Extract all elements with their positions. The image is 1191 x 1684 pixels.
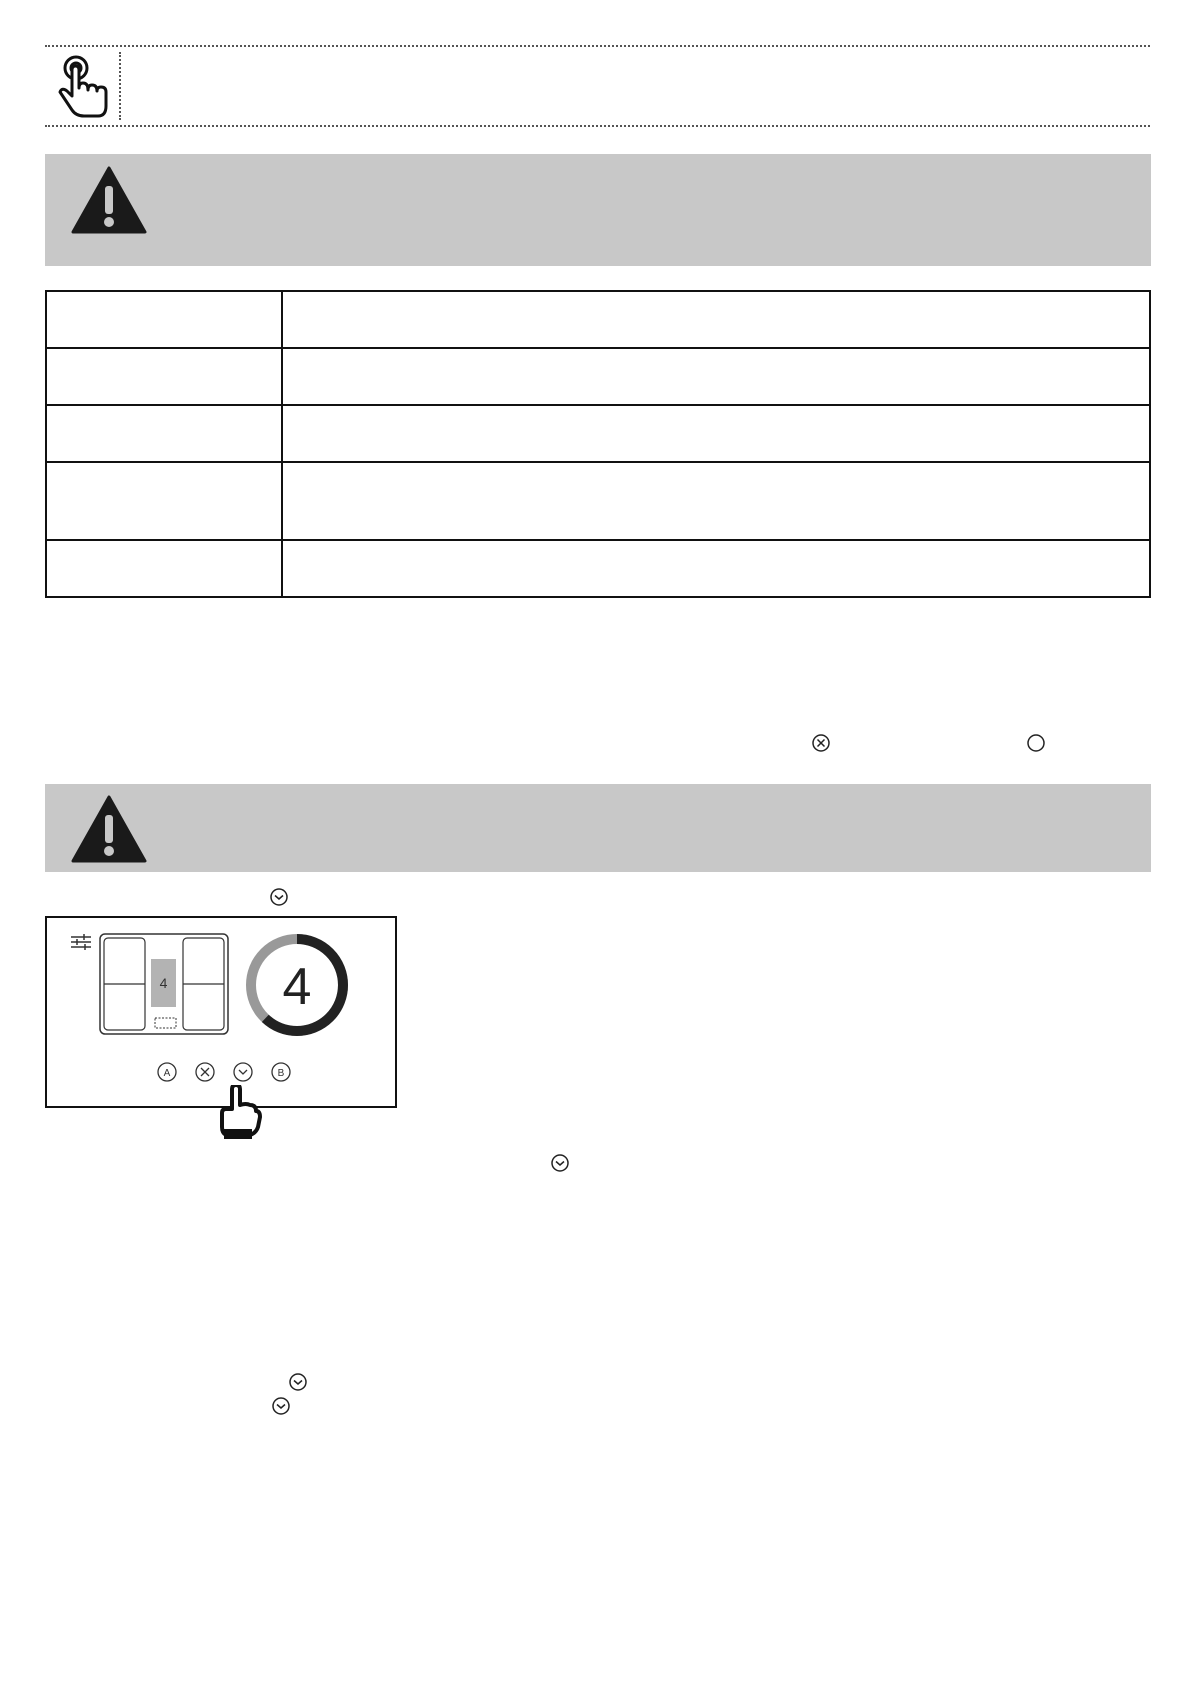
circle-x-icon bbox=[811, 733, 831, 753]
table-row bbox=[46, 348, 1150, 405]
warning-triangle-icon bbox=[71, 166, 147, 234]
warning-box bbox=[45, 154, 1151, 266]
table-cell-label bbox=[46, 540, 282, 597]
table-cell-text bbox=[282, 462, 1150, 540]
table-cell-text bbox=[282, 348, 1150, 405]
timer-icon bbox=[550, 1153, 570, 1173]
tip-strip bbox=[45, 45, 1150, 127]
timer-icon[interactable] bbox=[234, 1063, 252, 1081]
table-cell-text bbox=[282, 291, 1150, 348]
table-row bbox=[46, 462, 1150, 540]
circle-b-icon[interactable] bbox=[272, 1063, 290, 1081]
table-row bbox=[46, 540, 1150, 597]
warning-box bbox=[45, 784, 1151, 872]
table-cell-label bbox=[46, 348, 282, 405]
pointing-hand-icon bbox=[212, 1085, 264, 1141]
table-cell-label bbox=[46, 462, 282, 540]
info-table bbox=[45, 290, 1151, 598]
table-cell-label bbox=[46, 291, 282, 348]
table-cell-text bbox=[282, 405, 1150, 462]
table-row bbox=[46, 405, 1150, 462]
svg-text:B: B bbox=[277, 1068, 285, 1079]
tip-divider bbox=[119, 52, 121, 120]
timer-icon bbox=[269, 887, 289, 907]
control-panel-diagram bbox=[45, 916, 397, 1108]
table-cell-label bbox=[46, 405, 282, 462]
timer-icon bbox=[288, 1372, 308, 1392]
circle-a-icon[interactable] bbox=[158, 1063, 176, 1081]
table-cell-text bbox=[282, 540, 1150, 597]
zone-level-text: 4 bbox=[159, 975, 168, 991]
svg-text:A: A bbox=[163, 1068, 171, 1079]
sliders-icon[interactable] bbox=[71, 934, 91, 950]
circle-x-icon[interactable] bbox=[196, 1063, 214, 1081]
warning-triangle-icon bbox=[71, 795, 147, 863]
circle-icon bbox=[1026, 733, 1046, 753]
timer-icon bbox=[271, 1396, 291, 1416]
touch-hand-icon bbox=[56, 54, 114, 120]
ring-level-text: 4 bbox=[282, 958, 312, 1016]
table-row bbox=[46, 291, 1150, 348]
